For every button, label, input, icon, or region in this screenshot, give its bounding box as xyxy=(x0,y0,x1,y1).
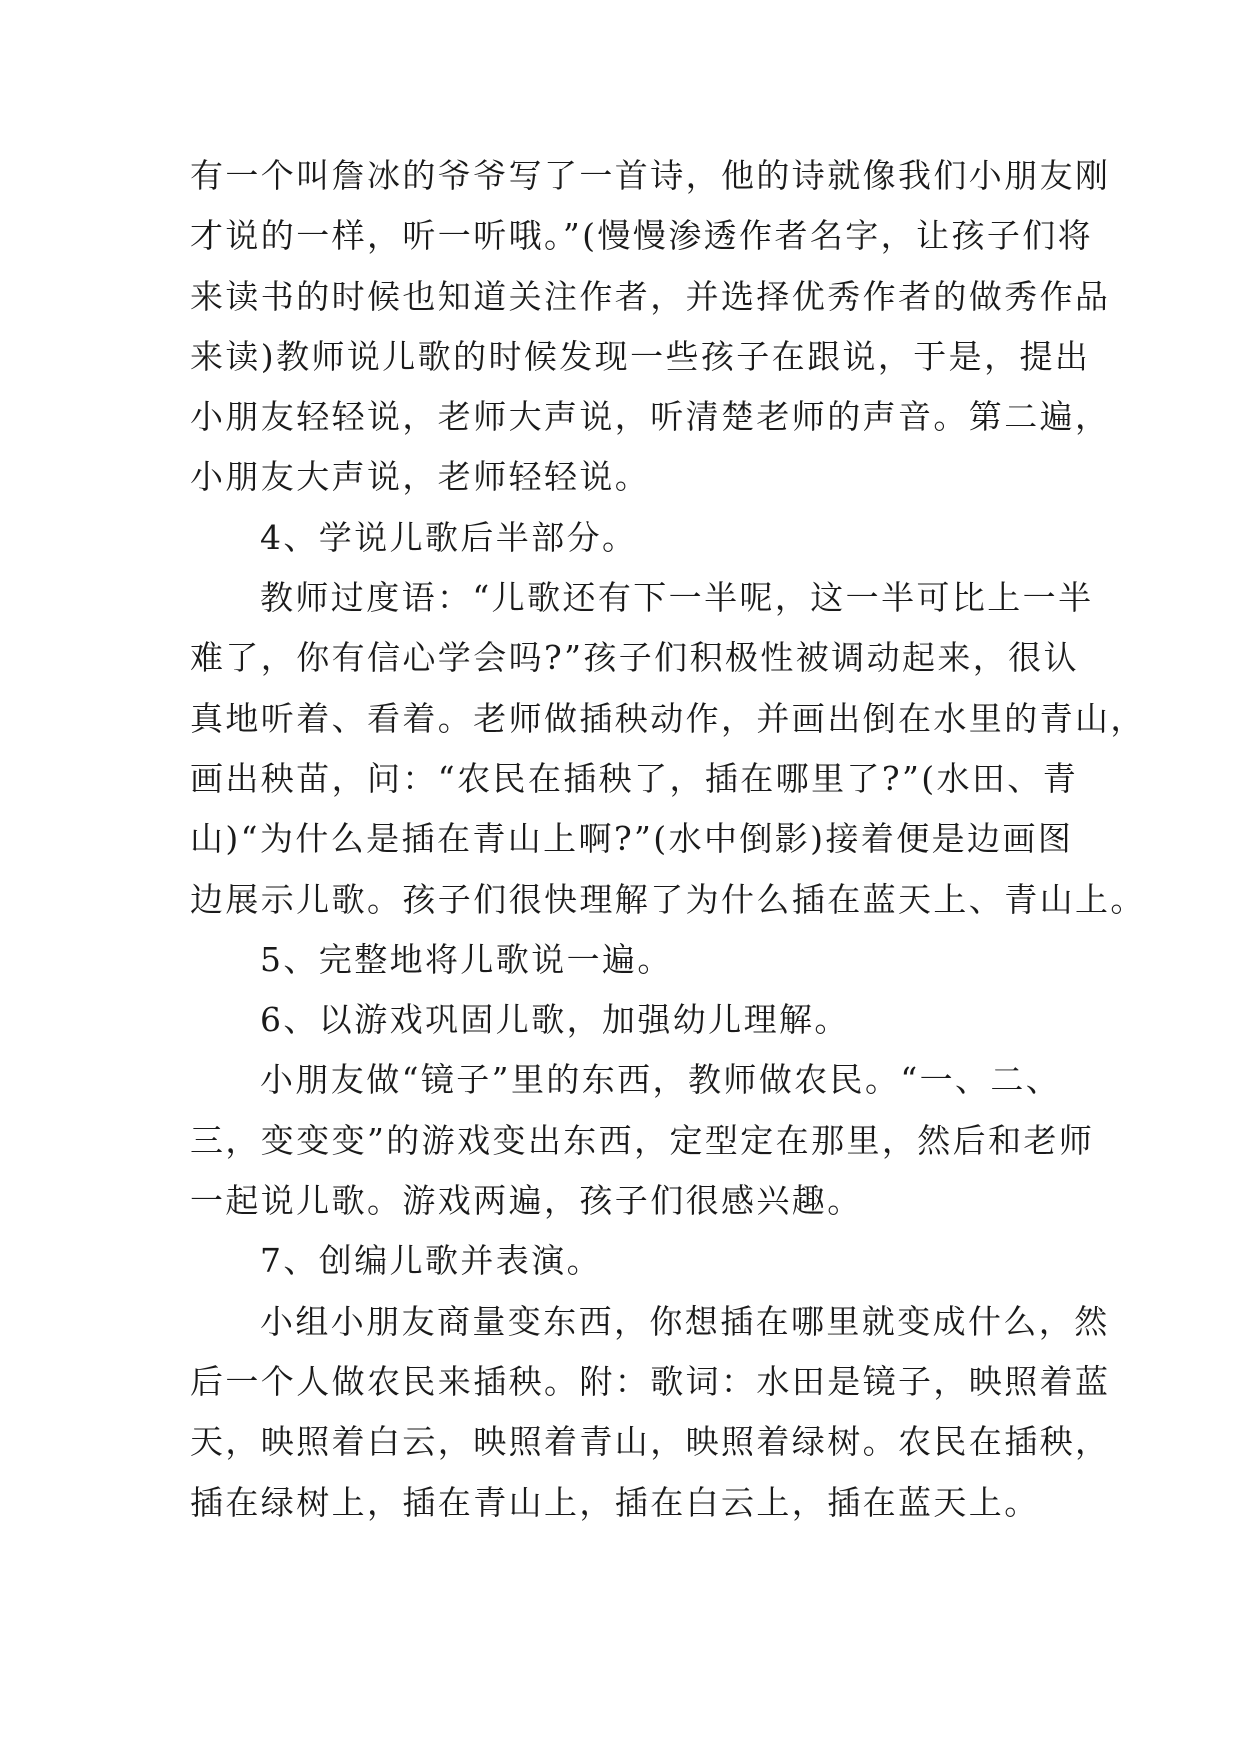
text-line: 天，映照着白云，映照着青山，映照着绿树。农民在插秧， xyxy=(190,1422,1111,1462)
text-line: 一起说儿歌。游戏两遍，孩子们很感兴趣。 xyxy=(190,1181,863,1221)
text-line: 三，变变变”的游戏变出东西，定型定在那里，然后和老师 xyxy=(190,1120,1095,1160)
text-line: 画出秧苗，问：“农民在插秧了，插在哪里了?”(水田、青 xyxy=(190,758,1079,798)
text-line: 边展示儿歌。孩子们很快理解了为什么插在蓝天上、青山上。 xyxy=(190,879,1146,919)
section-heading-6: 6、以游戏巩固儿歌，加强幼儿理解。 xyxy=(260,1000,850,1040)
text-line: 后一个人做农民来插秧。附：歌词：水田是镜子，映照着蓝 xyxy=(190,1361,1111,1401)
text-line: 小朋友做“镜子”里的东西，教师做农民。“一、二、 xyxy=(260,1060,1062,1100)
text-line: 教师过度语：“儿歌还有下一半呢，这一半可比上一半 xyxy=(260,578,1094,618)
text-line: 小朋友轻轻说，老师大声说，听清楚老师的声音。第二遍， xyxy=(190,397,1111,437)
section-heading-5: 5、完整地将儿歌说一遍。 xyxy=(260,939,673,979)
text-line: 插在绿树上，插在青山上，插在白云上，插在蓝天上。 xyxy=(190,1482,1040,1522)
text-line: 有一个叫詹冰的爷爷写了一首诗，他的诗就像我们小朋友刚 xyxy=(190,156,1111,195)
text-line: 来读书的时候也知道关注作者，并选择优秀作者的做秀作品 xyxy=(190,276,1111,316)
text-line: 才说的一样，听一听哦。”(慢慢渗透作者名字，让孩子们将 xyxy=(190,216,1094,256)
document-body xyxy=(190,146,1146,1533)
text-line: 山)“为什么是插在青山上啊?”(水中倒影)接着便是边画图 xyxy=(190,819,1074,859)
text-line: 小组小朋友商量变东西，你想插在哪里就变成什么，然 xyxy=(260,1301,1110,1341)
section-heading-4: 4、学说儿歌后半部分。 xyxy=(260,517,638,557)
text-line: 难了，你有信心学会吗?”孩子们积极性被调动起来，很认 xyxy=(190,638,1079,678)
text-line: 小朋友大声说，老师轻轻说。 xyxy=(190,457,651,497)
text-line: 来读)教师说儿歌的时候发现一些孩子在跟说，于是，提出 xyxy=(190,336,1091,376)
text-line: 真地听着、看着。老师做插秧动作，并画出倒在水里的青山， xyxy=(190,698,1146,738)
section-heading-7: 7、创编儿歌并表演。 xyxy=(260,1241,602,1281)
